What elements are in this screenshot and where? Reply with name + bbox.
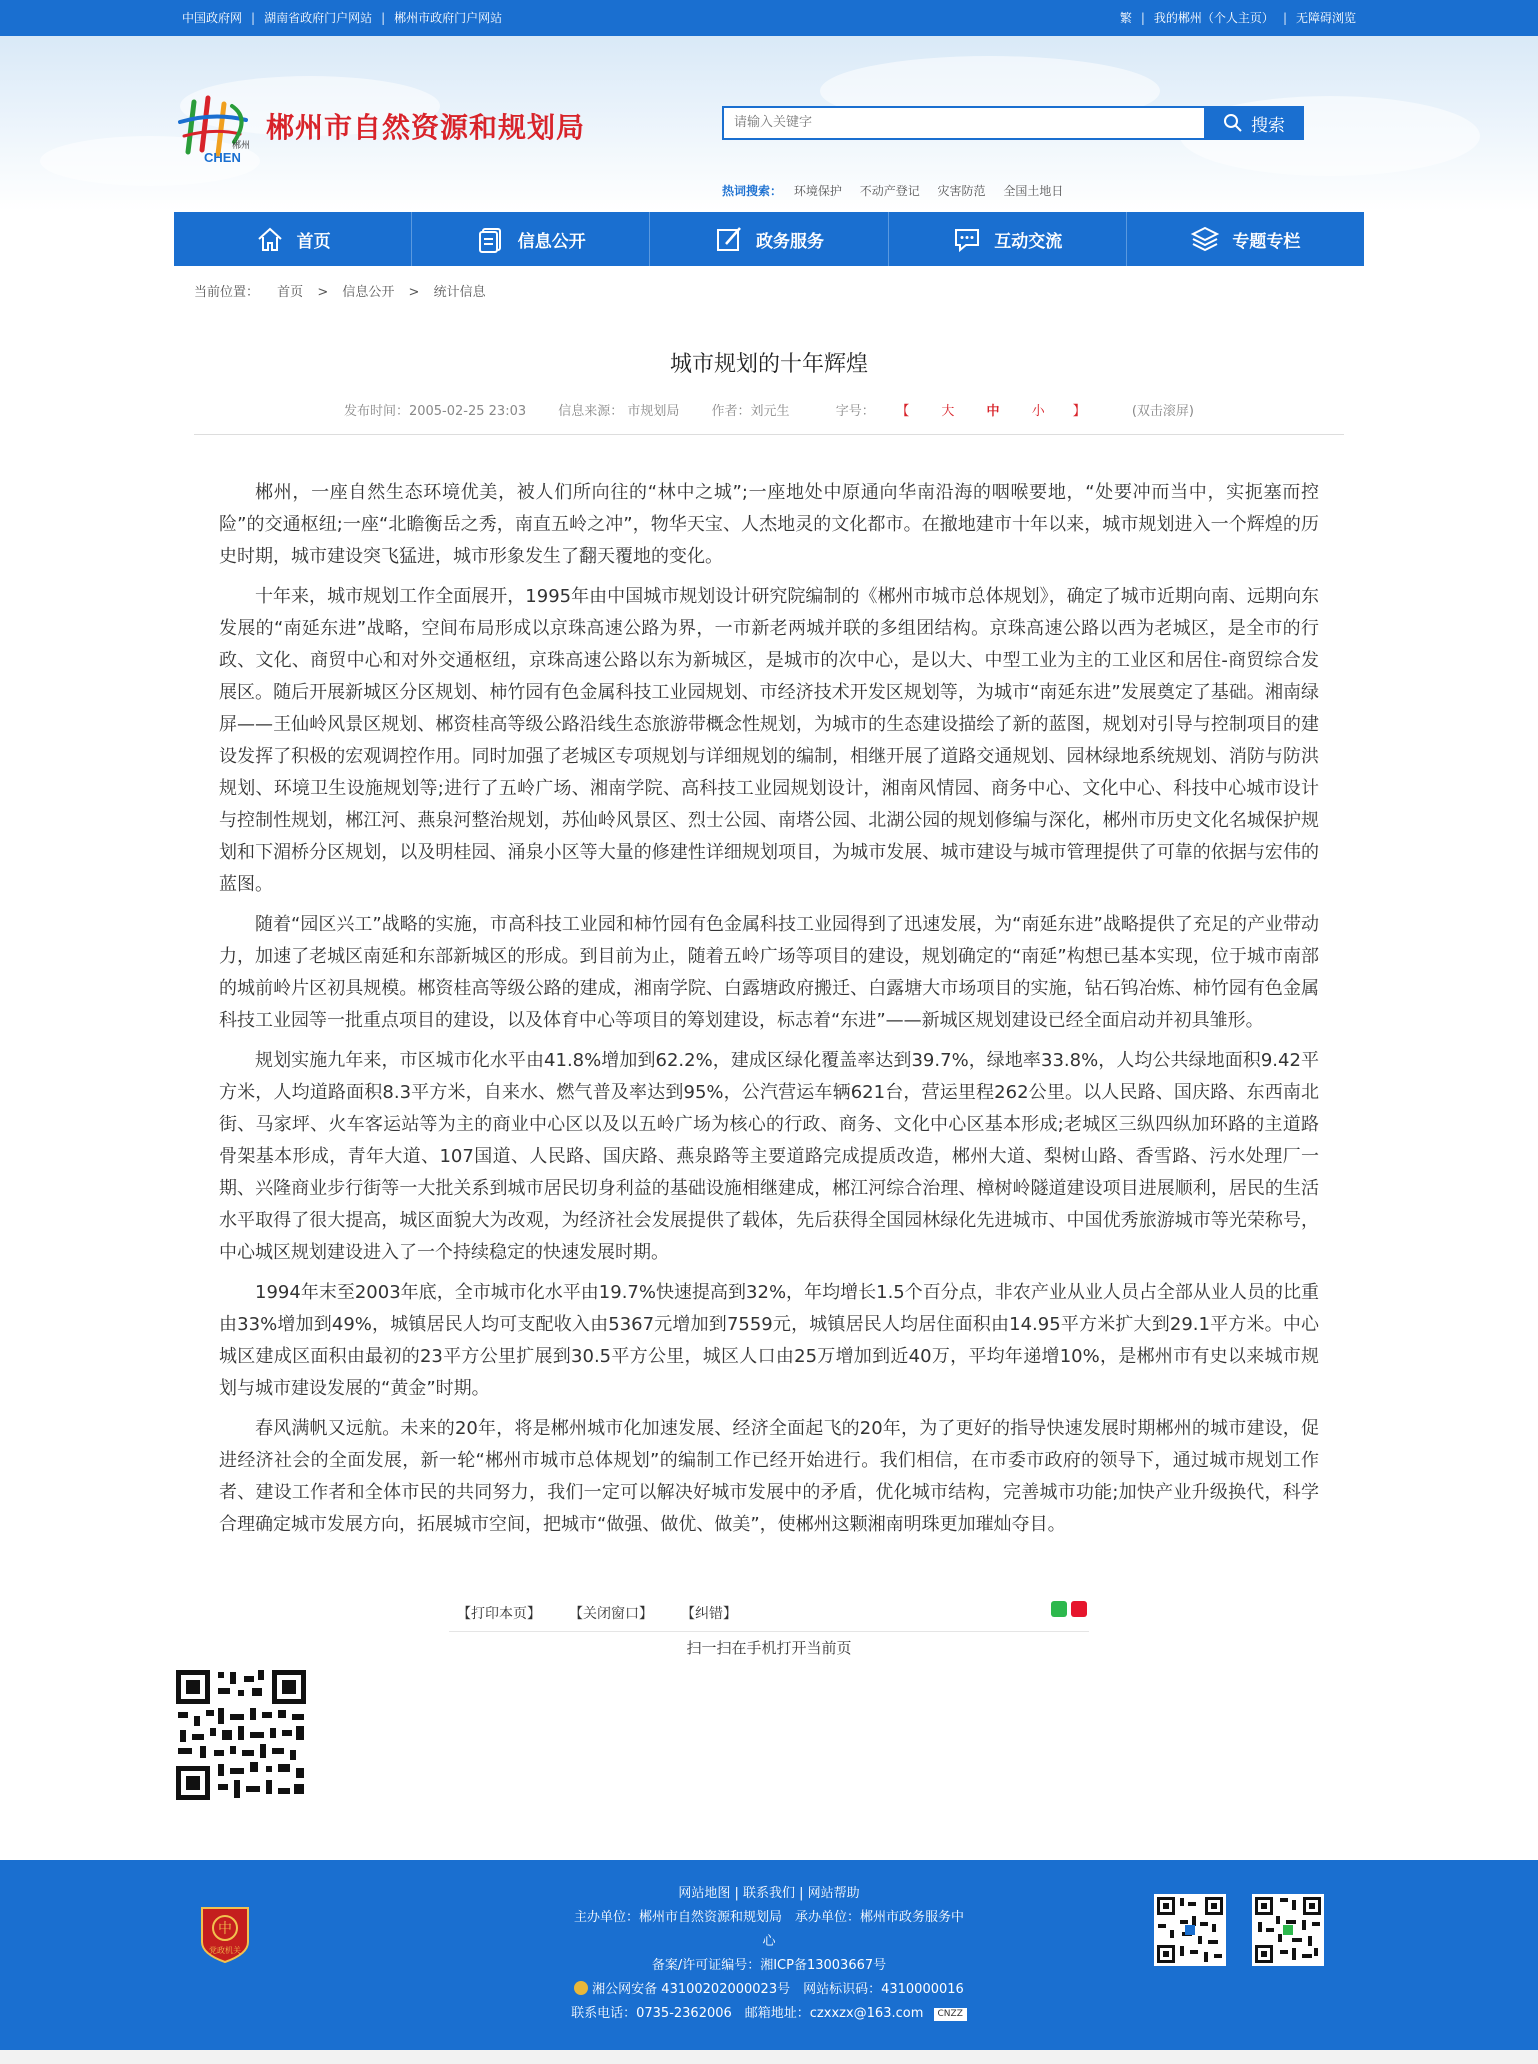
hot-word-link[interactable]: 不动产登记 [859,184,920,198]
font-size-small[interactable]: 小 [1031,404,1045,419]
share-buttons [1051,1601,1087,1617]
article-title: 城市规划的十年辉煌 [669,352,868,377]
site-footer [0,1860,1538,2050]
footer-police-text: 湘公网安备 43100202000023号 网站标识码：4310000016 [592,1982,964,1997]
hot-word-link[interactable]: 环境保护 [793,184,842,198]
article [174,350,1364,1806]
home-icon [255,224,285,254]
search-button-label: 搜索 [1251,115,1285,136]
link-hunan-gov[interactable]: 湖南省政府门户网站 [264,11,373,25]
article-paragraph: 随着“园区兴工”战略的实施，市高科技工业园和柿竹园有色金属科技工业园得到了迅速发展，为“南延东进”战略提供了充足的产业带动力，加速了老城区南延和东部新城区的形成。到目前为止，随着五岭广场等项目的建设，规划确定的“南延”构想已基本实现，位于城市南部的城前岭片区初具规模。郴资桂高等级公路的建成，湘南学院、白露塘政府搬迁、白露塘大市场项目的实施，钻石钨冶炼、柿竹园有色金属科技工业园等一批重点项目的建设，以及体育中心等项目的筹划建设，标志着“东进”——新城区规划建设已经全面启动并初具雏形。 [219,914,1319,1031]
nav-item-home[interactable] [174,212,412,266]
article-divider [194,434,1344,435]
breadcrumb-sep: > [317,285,329,300]
breadcrumb-info-public[interactable]: 信息公开 [342,285,395,300]
article-paragraph: 十年来，城市规划工作全面展开，1995年由中国城市规划设计研究院编制的《郴州市城市总体规划》，确定了城市近期向南、远期向东发展的“南延东进”战略，空间布局形成以京珠高速公路为界，一市新老两城并联的多组团结构。京珠高速公路以西为老城区，是全市的行政、文化、商贸中心和对外交通枢纽，京珠高速公路以东为新城区，是城市的次中心，是以大、中型工业为主的工业区和居住-商贸综合发展区。随后开展新城区分区规划、柿竹园有色金属科技工业园规划、市经济技术开发区规划等，为城市“南延东进”发展奠定了基础。湘南绿屏——王仙岭风景区规划、郴资桂高等级公路沿线生态旅游带概念性规划，为城市的生态建设描绘了新的蓝图，规划对引导与控制项目的建设发挥了积极的宏观调控作用。同时加强了老城区专项规划与详细规划的编制，相继开展了道路交通规划、园林绿地系统规划、消防与防洪规划、环境卫生设施规划等;进行了五岭广场、湘南学院、高科技工业园规划设计，湘南风情园、商务中心、文化中心、科技中心城市设计与控制性规划，郴江河、燕泉河整治规划，苏仙岭风景区、烈士公园、南塔公园、北湖公园的规划修编与深化，郴州市历史文化名城保护规划和下湄桥分区规划，以及明桂园、涌泉小区等大量的修建性详细规划项目，为城市发展、城市建设与城市管理提供了可靠的依据与宏伟的蓝图。 [219,586,1319,895]
site-title: 郴州市自然资源和规划局 [266,111,586,144]
traditional-chinese-link[interactable]: 繁 [1119,11,1132,25]
search-input[interactable] [722,106,1224,140]
logo-english: CHEN [204,150,241,165]
contact-us-link[interactable]: 联系我们 [742,1886,795,1901]
footer-qr-code-wechat [1252,1894,1324,1966]
chat-icon [952,224,982,254]
nav-item-interaction[interactable] [889,212,1127,266]
top-links: 中国政府网 | 湖南省政府门户网站 | 郴州市政府门户网站 [182,11,503,25]
print-button[interactable]: 【打印本页】 [457,1606,541,1622]
search-button[interactable] [1204,106,1304,140]
search-bar [722,106,1292,140]
link-chenzhou-gov[interactable]: 郴州市政府门户网站 [394,11,503,25]
footer-contact-text: 联系电话：0735-2362006 邮箱地址：czxxzx@163.com [571,2006,924,2021]
breadcrumb [174,266,1364,320]
document-icon [476,224,506,254]
nav-item-gov-service[interactable] [650,212,888,266]
double-click-scroll: (双击滚屏) [1131,404,1195,419]
page-qr-code [174,1668,308,1802]
breadcrumb-statistics[interactable]: 统计信息 [433,285,486,300]
footer-police[interactable] [174,1978,1364,2002]
footer-sponsor: 主办单位：郴州市自然资源和规划局 承办单位：郴州市政务服务中 [573,1910,964,1925]
site-help-link[interactable]: 网站帮助 [807,1886,860,1901]
hot-word-link[interactable]: 全国土地日 [1003,184,1064,198]
my-chenzhou-link[interactable]: 我的郴州（个人主页） [1153,11,1274,25]
article-paragraph: 春风满帆又远航。未来的20年，将是郴州城市化加速发展、经济全面起飞的20年，为了更好的指导快速发展时期郴州的城市建设，促进经济社会的全面发展，新一轮“郴州市城市总体规划”的编制工作已经开始进行。我们相信，在市委市政府的领导下，通过城市规划工作者、建设工作者和全体市民的共同努力，我们一定可以解决好城市发展中的矛盾，优化城市结构，完善城市功能;加快产业升级换代，科学合理确定城市发展方向，拓展城市空间，把城市“做强、做优、做美”，使郴州这颗湘南明珠更加璀灿夺目。 [219,1418,1319,1535]
logo-chinese-small: 郴州 [232,141,251,151]
wechat-share-icon[interactable] [1051,1601,1067,1617]
footer-qr-code [1154,1894,1226,1966]
nav-label: 首页 [296,231,331,252]
article-paragraph: 规划实施九年来，市区城市化水平由41.8%增加到62.2%，建成区绿化覆盖率达到39.7%，绿地率33.8%，人均公共绿地面积9.42平方米，人均道路面积8.3平方米，自来水、燃气普及率达到95%，公汽营运车辆621台，营运里程262公里。以人民路、国庆路、东西南北街、马家坪、火车客运站等为主的商业中心区以及以五岭广场为核心的行政、商务、文化中心区基本形成;老城区三纵四纵加环路的主道路骨架基本形成，青年大道、107国道、人民路、国庆路、燕泉路等主要道路完成提质改造，郴州大道、梨树山路、香雪路、污水处理厂一期、兴隆商业步行街等一大批关系到城市居民切身利益的基础设施相继建成，郴江河综合治理、樟树岭隧道建设项目进展顺利，居民的生活水平取得了很大提高，城区面貌大为改观，为经济社会发展提供了载体，先后获得全国园林绿化先进城市、中国优秀旅游城市等光荣称号，中心城区规划建设进入了一个持续稳定的快速发展时期。 [219,1050,1319,1263]
site-header [0,36,1538,212]
article-author: 作者：刘元生 [711,404,790,419]
footer-links: 网站地图 | 联系我们 | 网站帮助 [678,1886,860,1901]
accessibility-link[interactable]: 无障碍浏览 [1295,11,1356,25]
svg-text:中: 中 [218,1921,232,1937]
error-report-button[interactable]: 【纠错】 [681,1606,737,1622]
main-nav [174,212,1364,266]
nav-label: 政务服务 [756,231,824,252]
article-paragraph: 郴州，一座自然生态环境优美，被人们所向往的“林中之城”;一座地处中原通向华南沿海的咽喉要地，“处要冲而当中，实扼塞而控险”的交通枢纽;一座“北瞻衡岳之秀，南直五岭之冲”，物华天宝、人杰地灵的文化都市。在撤地建市十年以来，城市规划进入一个辉煌的历史时期，城市建设突飞猛进，城市形象发生了翻天覆地的变化。 [219,482,1319,567]
article-source: 信息来源： 市规划局 [558,404,680,419]
bottom-strip [0,2050,1538,2064]
close-window-button[interactable]: 【关闭窗口】 [569,1606,653,1622]
nav-item-info-public[interactable] [412,212,650,266]
hot-words [722,182,1077,199]
svg-text:党政机关: 党政机关 [209,1946,241,1955]
nav-label: 互动交流 [994,231,1063,252]
nav-item-special[interactable] [1127,212,1364,266]
top-bar [0,0,1538,36]
article-meta [174,400,1364,420]
top-right-links: 繁 | 我的郴州（个人主页） | 无障碍浏览 [1119,11,1356,25]
font-size-mid[interactable]: 中 [986,404,1000,419]
edit-icon [714,224,744,254]
search-icon [1223,113,1243,133]
publish-time: 发布时间：2005-02-25 23:03 [343,404,527,419]
nav-label: 专题专栏 [1232,231,1301,252]
footer-icp[interactable]: 备案/许可证编号：湘ICP备13003667号 [651,1958,887,1973]
site-logo[interactable] [174,92,586,172]
nav-label: 信息公开 [517,231,586,252]
breadcrumb-sep: > [408,285,420,300]
weibo-share-icon[interactable] [1071,1601,1087,1617]
hot-word-link[interactable]: 灾害防范 [937,184,986,198]
article-paragraph: 1994年末至2003年底，全市城市化水平由19.7%快速提高到32%，年均增长1.5个百分点，非农产业从业人员占全部从业人员的比重由33%增加到49%，城镇居民人均可支配收入由5367元增加到7559元，城镇居民人均居住面积由14.95平方米扩大到29.1平方米。中心城区建成区面积由最初的23平方公里扩展到30.5平方公里，城区人口由25万增加到近40万，平均年递增10%，是郴州市有史以来城市规划与城市建设发展的“黄金”时期。 [219,1282,1319,1399]
hot-words-label: 热词搜索： [722,184,783,198]
font-size-label: 字号： [835,404,875,419]
footer-contact [174,2002,1364,2026]
police-badge-icon [574,1981,588,1995]
footer-sponsor-wrap: 心 [762,1934,776,1949]
article-body [219,477,1319,1541]
link-gov-cn[interactable]: 中国政府网 [182,11,243,25]
breadcrumb-label: 当前位置： [194,285,260,300]
layers-icon [1190,224,1220,254]
breadcrumb-home[interactable]: 首页 [277,285,304,300]
scan-prompt: 扫一扫在手机打开当前页 [686,1639,852,1657]
font-size-big[interactable]: 大 [941,404,955,419]
article-tools [449,1591,1089,1632]
font-size-control: 字号： 【 大 中 小 】 [835,404,1086,419]
cnzz-badge[interactable]: CNZZ [934,2008,967,2021]
sitemap-link[interactable]: 网站地图 [678,1886,731,1901]
